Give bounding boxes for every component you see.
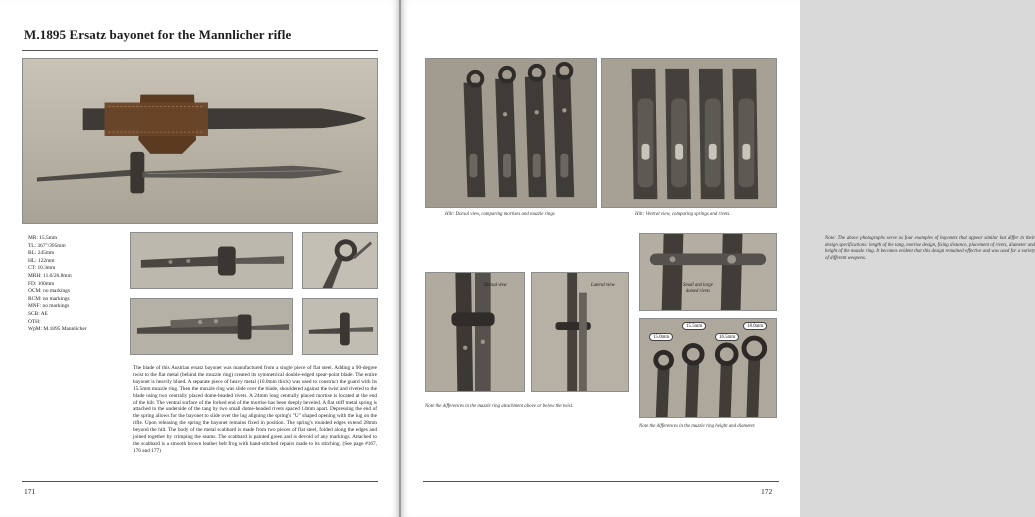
caption-muzzle-attachment: Note the differences in the muzzle ring attachment above or below the twist. [425, 404, 574, 409]
label-dorsal-view: Dorsal view [484, 283, 507, 288]
description-text: The blade of this Austrian ersatz bayonet was manufactured from a single piece of flat steel. Adding a 90-degree twist to the flat metal (behind the muzzle ring) created its symmetrical double-edged spear-point blade. The entire bayonet is heavily blued. A separate piece of heavy metal (10.0mm thick) was used to construct the guard with its 15.5mm muzzle ring. Then the muzzle ring was slide over the blade, shouldered against the twist and riveted to the blade using two centrally placed dome-headed rivets. A 24mm long centrally placed mortise is located at the end of the hilt. The ventral surface of the forked end of the mortise has been deeply beveled. A flat stiff metal spring is attached to the underside of the tang by two small dome-headed rivets spaced 14mm apart. Depressing the end of the spring allows for the bayonet to slide over the lug aligning the spring's "U" shaped opening with the lug on the rifle. Upon releasing the spring the bayonet remains fixed in position. The spring's rounded edges extend 28mm beyond the hilt. The body of the metal scabbard is made from two pieces of flat steel, folded along the edges and joined together by crimping the seams. The scabbard is painted green and is devoid of any markings. Attached to the scabbard is a smooth brown leather belt frog with hand-stitched repairs made to its stitching. (See page #167, 176 and 177) [133, 365, 377, 454]
spec-item: FD: 100mm [28, 280, 55, 287]
spec-item: MRH: 11.0/26.8mm [28, 272, 72, 279]
lateral-view-photo [531, 272, 629, 392]
dorsal-view-photo [425, 272, 525, 392]
spec-item: MNF: no markings [28, 303, 70, 310]
ring-size-tag: 15.0mm [649, 333, 673, 341]
ventral-hilts-photo [601, 58, 777, 208]
spec-item: TL: 367"/395mm [28, 242, 66, 249]
page-number: 171 [24, 487, 36, 496]
spec-item: OTH: [28, 318, 41, 325]
hilt-side-photo [130, 232, 293, 289]
muzzle-ring-photo [302, 232, 378, 289]
caption-ventral-view: Hilt: Ventral view, comparing springs and rivets. [635, 212, 731, 217]
spec-item: CT: 10.3mm [28, 265, 56, 272]
guard-detail-photo [302, 298, 378, 355]
right-page [401, 0, 1035, 517]
dorsal-hilts-photo [425, 58, 597, 208]
spec-item: RCM: no markings [28, 295, 70, 302]
page-number: 172 [761, 487, 773, 496]
spec-item: OCM: no markings [28, 288, 70, 295]
caption-ring-dimensions: Note the differences in the muzzle ring height and diameter. [639, 424, 756, 429]
ring-size-tag: 18.0mm [743, 322, 767, 330]
spec-item: WpM: M.1895 Mannlicher [28, 326, 87, 333]
title-rule [22, 50, 378, 51]
spec-item: MR: 15.5mm [28, 235, 58, 241]
spec-item: HL: 122mm [28, 257, 55, 264]
left-page [0, 0, 399, 517]
bayonet-with-scabbard-photo [22, 58, 378, 224]
label-lateral-view: Lateral view [591, 283, 615, 288]
comparison-note: Note: The above photographs serve as four examples of bayonets that appear similar but differ in their design specifications: length of the tang, mortise design, fixing distance, placement of rivets, diameter and height of the muzzle ring. It becomes evident that this design remained effective and was used for a variety of different weapons. [825, 236, 1035, 261]
spec-item: BL: 245mm [28, 250, 55, 257]
spec-item: SCB: AE [28, 310, 48, 317]
footer-rule [423, 481, 779, 482]
page-title: M.1895 Ersatz bayonet for the Mannlicher rifle [24, 27, 292, 42]
spec-list [28, 235, 123, 334]
domed-rivets-photo [639, 233, 777, 311]
ring-size-tag: 15.5mm [682, 322, 706, 330]
caption-dorsal-view: Hilt: Dorsal view, comparing mortises and muzzle rings [445, 212, 555, 217]
footer-rule [22, 481, 378, 482]
ring-size-tag: 16.5mm [715, 333, 739, 341]
spring-underside-photo [130, 298, 293, 355]
label-domed-rivets: Small and large domed rivets [683, 283, 713, 294]
